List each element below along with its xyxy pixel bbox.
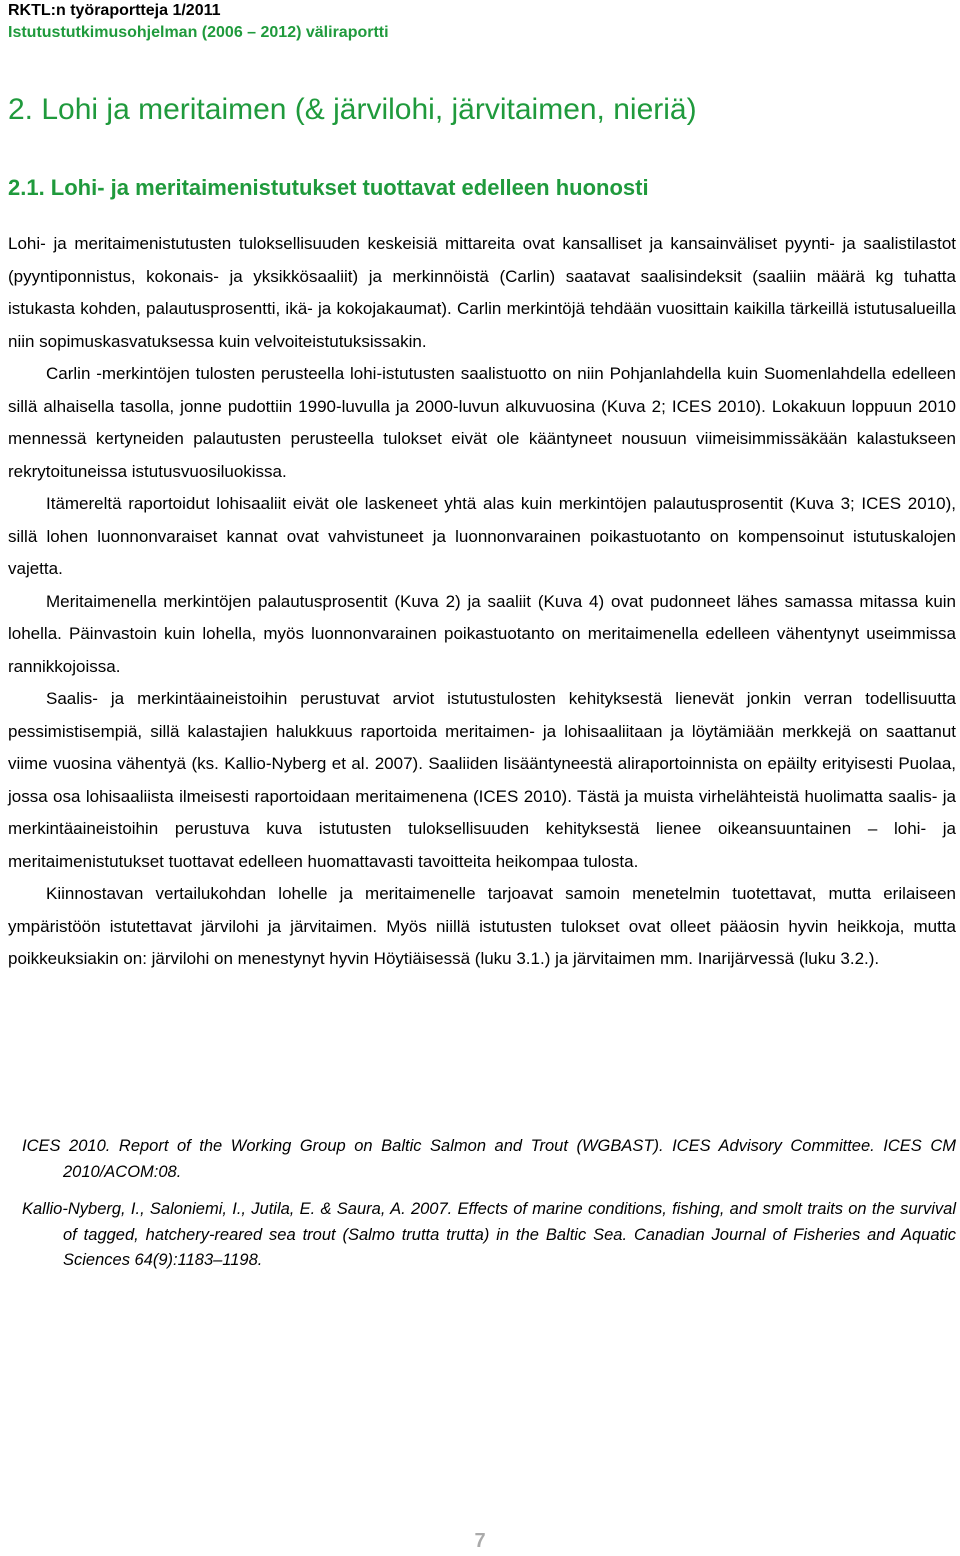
- body-text: [8, 228, 956, 976]
- chapter-title: 2. Lohi ja meritaimen (& järvilohi, järvitaimen, nieriä): [8, 93, 697, 126]
- paragraph-5: Saalis- ja merkintäaineistoihin perustuvat arviot istutustulosten kehityksestä lienevät jonkin verran todellisuutta pessimistisempiä, sillä kalastajien halukkuus raportoida meritaimen- ja lohisaaliitaan ja löytämiään merkkejä on saattanut viime vuosina vähentyä (ks. Kallio-Nyberg et al. 2007). Saaliiden lisääntyneestä aliraportoinnista on epäilty erityisesti Puolaa, jossa osa lohisaaliista ilmeisesti raportoidaan meritaimenena (ICES 2010). Tästä ja muista virhelähteistä huolimatta saalis- ja merkintäaineistoihin perustuva kuva istutusten tuloksellisuuden kehityksestä lienee oikeansuuntainen – lohi- ja meritaimenistutukset tuottavat edelleen huomattavasti tavoitteita heikompaa tulosta.: [8, 689, 956, 871]
- reference-kallio-nyberg-2007: Kallio-Nyberg, I., Saloniemi, I., Jutila, E. & Saura, A. 2007. Effects of marine conditions, fishing, and smolt traits on the survival of tagged, hatchery-reared sea trout (Salmo trutta trutta) in the Baltic Sea. Canadian Journal of Fisheries and Aquatic Sciences 64(9):1183–1198.: [22, 1200, 956, 1269]
- running-header: [8, 0, 948, 44]
- page-number: 7: [474, 1530, 486, 1552]
- header-series-title: RKTL:n työraportteja 1/2011: [8, 2, 221, 19]
- paragraph-1: Lohi- ja meritaimenistutusten tuloksellisuuden keskeisiä mittareita ovat kansalliset ja kansainväliset pyynti- ja saalistilastot (pyyntiponnistus, kokonais- ja yksikkösaaliit) ja merkinnöistä (Carlin) saatavat saalisindeksit (saaliin määrä kg tuhatta istukasta kohden, palautusprosentti, ikä- ja kokojakaumat). Carlin merkintöjä tehdään vuosittain kaikilla tärkeillä istutusalueilla niin sopimuskasvatuksessa kuin velvoiteistutuksissakin.: [8, 234, 956, 351]
- section-title: 2.1. Lohi- ja meritaimenistutukset tuottavat edelleen huonosti: [8, 175, 649, 200]
- paragraph-6: Kiinnostavan vertailukohdan lohelle ja meritaimenelle tarjoavat samoin menetelmin tuotettavat, mutta erilaiseen ympäristöön istutettavat järvilohi ja järvitaimen. Myös niillä istutusten tulokset ovat olleet pääosin hyvin heikkoja, mutta poikkeuksiakin on: järvilohi on menestynyt hyvin Höytiäisessä (luku 3.1.) ja järvitaimen mm. Inarijärvessä (luku 3.2.).: [8, 884, 956, 968]
- header-report-title: Istutustutkimusohjelman (2006 – 2012) väliraportti: [8, 24, 389, 41]
- paragraph-2: Carlin -merkintöjen tulosten perusteella lohi-istutusten saalistuotto on niin Pohjanlahdella kuin Suomenlahdella edelleen sillä alhaisella tasolla, jonne pudottiin 1990-luvulla ja 2000-luvun alkuvuosina (Kuva 2; ICES 2010). Lokakuun loppuun 2010 mennessä kertyneiden palautusten perusteella tulokset eivät ole kääntyneet nousuun viimeisimmissäkään kalastukseen rekrytoituneissa istutusvuosiluokissa.: [8, 364, 956, 481]
- paragraph-4: Meritaimenella merkintöjen palautusprosentit (Kuva 2) ja saaliit (Kuva 4) ovat pudonneet lähes samassa mitassa kuin lohella. Päinvastoin kuin lohella, myös luonnonvarainen poikastuotanto on meritaimenella edelleen vähentynyt useimmissa rannikkojoissa.: [8, 591, 956, 676]
- reference-ices-2010: ICES 2010. Report of the Working Group on Baltic Salmon and Trout (WGBAST). ICES Advisory Committee. ICES CM 2010/ACOM:08.: [22, 1137, 956, 1181]
- references-list: [22, 1134, 956, 1286]
- paragraph-3: Itämereltä raportoidut lohisaaliit eivät ole laskeneet yhtä alas kuin merkintöjen palautusprosentit (Kuva 3; ICES 2010), sillä lohen luonnonvaraiset kannat ovat vahvistuneet ja luonnonvarainen poikastuotanto on kompensoinut istutuskalojen vajetta.: [8, 494, 956, 578]
